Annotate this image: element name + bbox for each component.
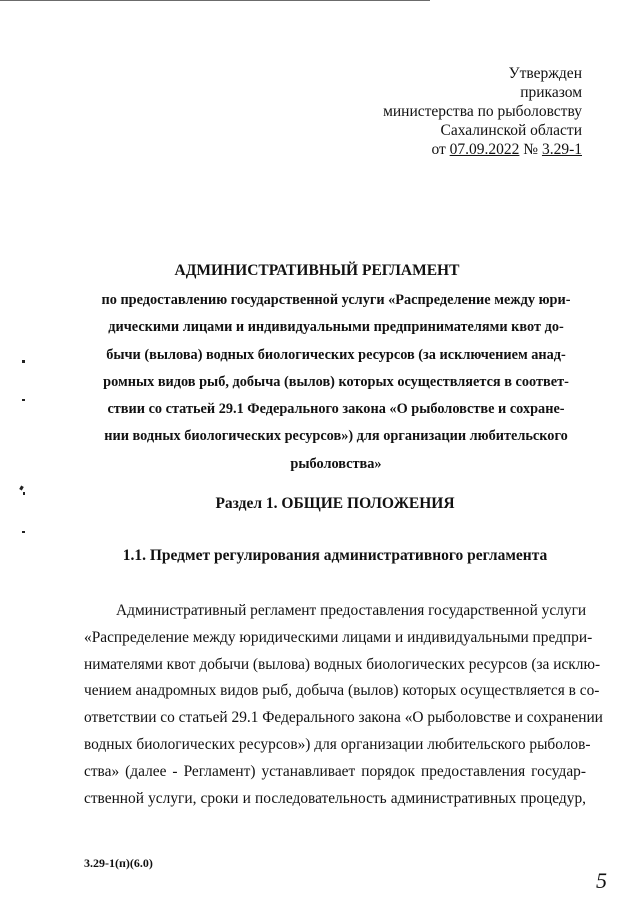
approval-line: приказом: [520, 84, 582, 101]
scan-speck: [22, 399, 25, 401]
handwritten-page-number: 5: [596, 868, 607, 893]
scan-speck: [22, 360, 25, 363]
subtitle-line: ромных видов рыб, добыча (вылов) которых осуществляется в соответ-: [103, 373, 569, 390]
body-line: водных биологических ресурсов») для организации любительского рыболов-: [84, 735, 591, 753]
body-line: «Распределение между юридическими лицами и индивидуальными предпри-: [84, 628, 593, 646]
subtitle-line: дическими лицами и индивидуальными предпринимателями квот до-: [108, 319, 564, 336]
body-paragraph: [84, 598, 603, 812]
body-line: ства» (далее - Регламент) устанавливает порядок предоставления государ-: [84, 762, 586, 780]
body-line: ственной услуги, сроки и последовательность административных процедур,: [84, 789, 586, 807]
document-subtitle: [84, 287, 588, 478]
scan-edge-line: [0, 0, 430, 1]
date-prefix: от: [431, 141, 450, 158]
body-line: Административный регламент предоставления государственной услуги: [116, 602, 587, 619]
document-title: АДМИНИСТРАТИВНЫЙ РЕГЛАМЕНТ: [174, 262, 460, 279]
approval-date-line: [383, 140, 582, 159]
scan-speck: [23, 492, 25, 495]
approval-line: министерства по рыболовству: [383, 103, 582, 120]
subtitle-line: бычи (вылова) водных биологических ресурсов (за исключением анад-: [106, 346, 566, 363]
scan-speck: [19, 486, 24, 491]
approval-stamp-block: [383, 64, 582, 159]
body-line: чением анадромных видов рыб, добыча (вылов) которых осуществляется в со-: [84, 682, 600, 700]
subtitle-line: нии водных биологических ресурсов») для организации любительского: [104, 428, 568, 445]
footer-document-code: 3.29-1(п)(6.0): [84, 856, 153, 870]
body-line: нимателями квот добычи (вылова) водных биологических ресурсов (за исклю-: [84, 655, 601, 673]
body-line: ответствии со статьей 29.1 Федерального закона «О рыболовстве и сохранении: [84, 709, 603, 727]
scan-speck: [22, 531, 25, 533]
approval-line: Сахалинской области: [440, 122, 582, 139]
subsection-heading: 1.1. Предмет регулирования административного регламента: [122, 547, 548, 564]
number-prefix: №: [519, 141, 542, 158]
section-heading: Раздел 1. ОБЩИЕ ПОЛОЖЕНИЯ: [215, 495, 455, 512]
subtitle-line: по предоставлению государственной услуги «Распределение между юри-: [101, 292, 571, 308]
subtitle-line: ствии со статьей 29.1 Федерального закона «О рыболовстве и сохране-: [107, 401, 565, 418]
approval-date: 07.09.2022: [449, 141, 520, 158]
approval-number: 3.29-1: [541, 141, 582, 158]
approval-line: Утвержден: [508, 65, 582, 82]
subtitle-line: рыболовства»: [290, 455, 382, 472]
